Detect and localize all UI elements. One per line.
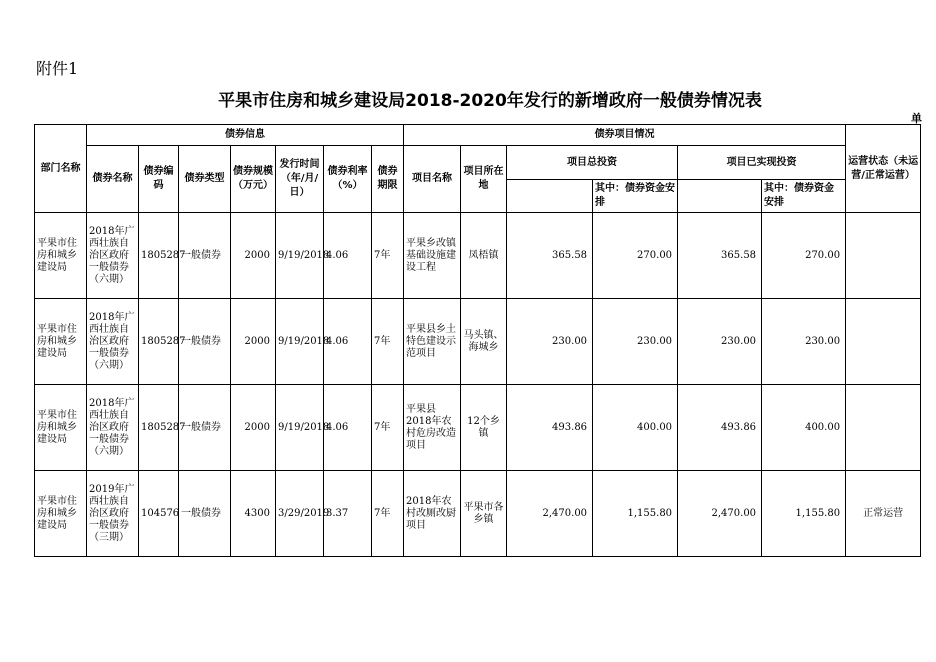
cell-total-bond: 1,155.80 bbox=[593, 471, 678, 557]
cell-project-name: 平果乡改镇基础设施建设工程 bbox=[404, 213, 461, 299]
cell-rate: 4.06 bbox=[324, 213, 372, 299]
cell-dept: 平果市住房和城乡建设局 bbox=[35, 385, 87, 471]
header-bond-name: 债券名称 bbox=[87, 146, 139, 213]
cell-bond-type: 一般债券 bbox=[179, 471, 231, 557]
cell-bond-name: 2018年广西壮族自治区政府一般债券（六期） bbox=[87, 385, 139, 471]
cell-project-location: 凤梧镇 bbox=[461, 213, 507, 299]
cell-realized-invest: 2,470.00 bbox=[678, 471, 762, 557]
header-project-info: 债券项目情况 bbox=[404, 125, 846, 146]
cell-bond-type: 一般债券 bbox=[179, 385, 231, 471]
cell-bond-name: 2018年广西壮族自治区政府一般债券（六期） bbox=[87, 213, 139, 299]
cell-issue-date: 9/19/2018 bbox=[276, 213, 324, 299]
cell-issue-date: 3/29/2019 bbox=[276, 471, 324, 557]
cell-issue-date: 9/19/2018 bbox=[276, 385, 324, 471]
header-project-name: 项目名称 bbox=[404, 146, 461, 213]
cell-bond-scale: 4300 bbox=[231, 471, 276, 557]
cell-realized-invest: 365.58 bbox=[678, 213, 762, 299]
page-title: 平果市住房和城乡建设局2018-2020年发行的新增政府一般债券情况表 bbox=[218, 91, 762, 111]
header-bond-scale: 债券规模（万元） bbox=[231, 146, 276, 213]
cell-realized-bond: 230.00 bbox=[762, 299, 846, 385]
cell-bond-code: 1805287 bbox=[139, 213, 179, 299]
cell-total-bond: 270.00 bbox=[593, 213, 678, 299]
cell-project-name: 平果县2018年农村危房改造项目 bbox=[404, 385, 461, 471]
cell-realized-bond: 1,155.80 bbox=[762, 471, 846, 557]
cell-total-bond: 230.00 bbox=[593, 299, 678, 385]
cell-total-invest: 2,470.00 bbox=[507, 471, 593, 557]
cell-bond-name: 2019年广西壮族自治区政府一般债券（三期） bbox=[87, 471, 139, 557]
cell-term: 7年 bbox=[372, 213, 404, 299]
cell-term: 7年 bbox=[372, 299, 404, 385]
cell-bond-scale: 2000 bbox=[231, 385, 276, 471]
cell-project-name: 2018年农村改厕改厨项目 bbox=[404, 471, 461, 557]
header-realized-bond-funded: 其中：债券资金安排 bbox=[762, 180, 846, 213]
cell-term: 7年 bbox=[372, 385, 404, 471]
cell-bond-type: 一般债券 bbox=[179, 213, 231, 299]
cell-rate: 4.06 bbox=[324, 385, 372, 471]
cell-bond-scale: 2000 bbox=[231, 213, 276, 299]
header-total-invest: 项目总投资 bbox=[507, 146, 678, 180]
cell-status bbox=[846, 299, 921, 385]
cell-dept: 平果市住房和城乡建设局 bbox=[35, 299, 87, 385]
header-bond-type: 债券类型 bbox=[179, 146, 231, 213]
cell-realized-bond: 400.00 bbox=[762, 385, 846, 471]
header-issue-date: 发行时间（年/月/日） bbox=[276, 146, 324, 213]
cell-bond-code: 104576 bbox=[139, 471, 179, 557]
cell-rate: 3.37 bbox=[324, 471, 372, 557]
cell-realized-invest: 493.86 bbox=[678, 385, 762, 471]
bond-table bbox=[34, 124, 921, 557]
table-row bbox=[35, 299, 921, 385]
header-realized-spacer bbox=[678, 180, 762, 213]
cell-total-bond: 400.00 bbox=[593, 385, 678, 471]
header-bond-code: 债券编码 bbox=[139, 146, 179, 213]
cell-project-name: 平果县乡土特色建设示范项目 bbox=[404, 299, 461, 385]
cell-bond-scale: 2000 bbox=[231, 299, 276, 385]
cell-project-location: 马头镇、海城乡 bbox=[461, 299, 507, 385]
header-project-location: 项目所在地 bbox=[461, 146, 507, 213]
cell-status: 正常运营 bbox=[846, 471, 921, 557]
header-rate: 债券利率（%） bbox=[324, 146, 372, 213]
cell-bond-code: 1805287 bbox=[139, 299, 179, 385]
header-total-bond-funded: 其中：债券资金安排 bbox=[593, 180, 678, 213]
cell-rate: 4.06 bbox=[324, 299, 372, 385]
cell-total-invest: 493.86 bbox=[507, 385, 593, 471]
cell-realized-invest: 230.00 bbox=[678, 299, 762, 385]
table-row bbox=[35, 385, 921, 471]
attachment-label: 附件1 bbox=[36, 59, 79, 78]
header-bond-info: 债券信息 bbox=[87, 125, 404, 146]
header-dept: 部门名称 bbox=[35, 125, 87, 213]
cell-total-invest: 365.58 bbox=[507, 213, 593, 299]
cell-dept: 平果市住房和城乡建设局 bbox=[35, 213, 87, 299]
cell-status bbox=[846, 385, 921, 471]
header-term: 债券期限 bbox=[372, 146, 404, 213]
cell-project-location: 12个乡镇 bbox=[461, 385, 507, 471]
table-row bbox=[35, 213, 921, 299]
cell-issue-date: 9/19/2018 bbox=[276, 299, 324, 385]
unit-label: 单 bbox=[911, 112, 922, 125]
cell-realized-bond: 270.00 bbox=[762, 213, 846, 299]
cell-total-invest: 230.00 bbox=[507, 299, 593, 385]
cell-dept: 平果市住房和城乡建设局 bbox=[35, 471, 87, 557]
cell-status bbox=[846, 213, 921, 299]
cell-bond-code: 1805287 bbox=[139, 385, 179, 471]
cell-term: 7年 bbox=[372, 471, 404, 557]
cell-project-location: 平果市各乡镇 bbox=[461, 471, 507, 557]
header-total-spacer bbox=[507, 180, 593, 213]
header-status: 运营状态（未运营/正常运营） bbox=[846, 125, 921, 213]
cell-bond-name: 2018年广西壮族自治区政府一般债券（六期） bbox=[87, 299, 139, 385]
cell-bond-type: 一般债券 bbox=[179, 299, 231, 385]
table-row bbox=[35, 471, 921, 557]
header-realized-invest: 项目已实现投资 bbox=[678, 146, 846, 180]
